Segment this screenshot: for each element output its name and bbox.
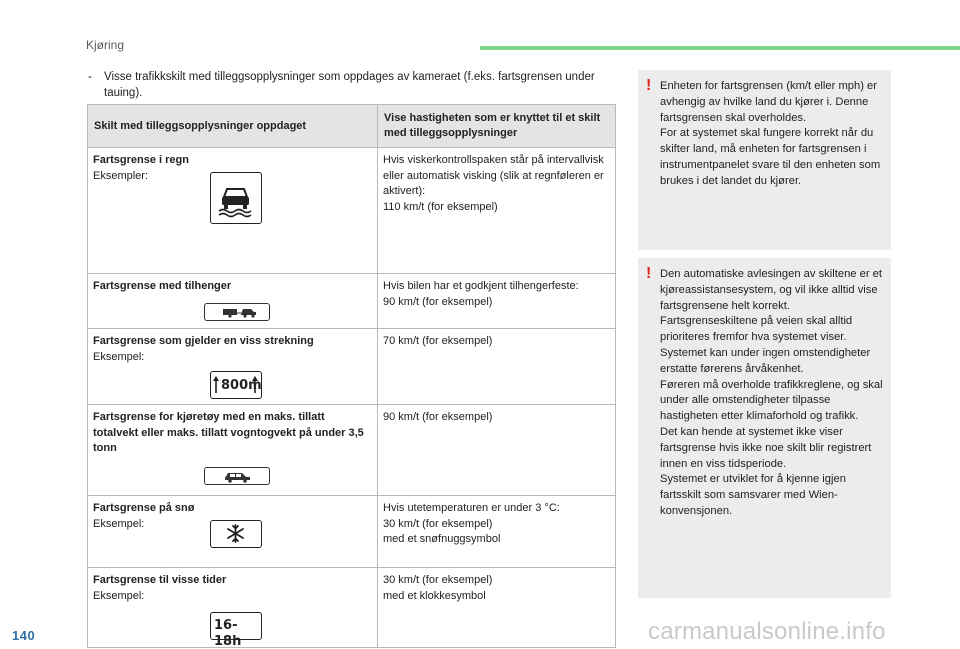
warning-note-units bbox=[638, 70, 891, 250]
table-row bbox=[88, 329, 616, 405]
table-header-row bbox=[88, 105, 616, 148]
row-speed-text: Hvis bilen har et godkjent tilhengerfeste: 90 km/t (for eksempel) bbox=[383, 280, 579, 308]
table-cell-sign bbox=[88, 568, 378, 648]
table-row bbox=[88, 274, 616, 329]
row-title: Fartsgrense i regn bbox=[93, 154, 189, 166]
time-period-icon bbox=[210, 612, 262, 649]
snowflake-icon bbox=[210, 520, 262, 548]
row-title: Fartsgrense for kjøretøy med en maks. tillatt totalvekt eller maks. tillatt vogntogvekt på under 3,5 tonn bbox=[93, 411, 364, 454]
table-cell-speed bbox=[378, 329, 616, 405]
row-speed-text: 30 km/t (for eksempel) med et klokkesymbol bbox=[383, 574, 493, 602]
warning-exclamation-icon: ! bbox=[646, 265, 652, 282]
table-row bbox=[88, 405, 616, 496]
row-title: Fartsgrense på snø bbox=[93, 502, 195, 514]
table-cell-speed bbox=[378, 568, 616, 648]
warning-note-reliability bbox=[638, 258, 891, 598]
row-example-label: Eksempel: bbox=[93, 589, 145, 602]
passenger-car-icon bbox=[204, 467, 270, 485]
col-header-display: Vise hastigheten som er knyttet til et skilt med tilleggsopplysninger bbox=[378, 105, 616, 148]
note-text: Den automatiske avlesingen av skiltene er et kjøreassistansesystem, og vil ikke alltid vise fartsgrensene helt korrekt. Fartsgrenseskiltene på veien skal alltid prioriteres fremfor hva systemet viser. Systemet kan under ingen omstendigheter erstatte førerens årvåkenhet. Føreren må overholde trafikkreglene, og skal under alle omstendigheter tilpasse hastigheten etter klimaforhold og trafikk. Det kan hende at systemet ikke viser fartsgrense hvis ikke noe skilt blir registrert innen en viss tidsperiode. Systemet er utviklet for å kjenne igjen fartsskilt som samsvarer med Wien-konvensjonen. bbox=[660, 268, 883, 517]
distance-arrows-icon bbox=[210, 371, 262, 399]
watermark-text: carmanualsonline.info bbox=[648, 618, 886, 645]
row-example-label: Eksempel: bbox=[93, 350, 145, 363]
intro-bullet bbox=[88, 69, 608, 101]
distance-label: 800m bbox=[221, 378, 262, 393]
table-cell-sign bbox=[88, 148, 378, 274]
row-speed-text: 90 km/t (for eksempel) bbox=[383, 411, 493, 423]
table-cell-speed bbox=[378, 148, 616, 274]
note-text: Enheten for fartsgrensen (km/t eller mph) er avhengig av hvilke land du kjører i. Denne fartsgrensen skal overholdes. For at systemet skal fungere korrekt når du skifter land, må enheten for fartsgrensen i instrumentpanelet svare til den enheten som brukes i det landet du kjører. bbox=[660, 80, 881, 187]
table-cell-speed bbox=[378, 405, 616, 496]
page-number: 140 bbox=[12, 628, 36, 643]
intro-text: Visse trafikkskilt med tilleggsopplysninger som oppdages av kameraet (f.eks. fartsgrensen under tauing). bbox=[104, 71, 595, 99]
row-example-label: Eksempler: bbox=[93, 169, 149, 182]
bullet-dash: - bbox=[88, 71, 92, 83]
section-title: Kjøring bbox=[86, 38, 125, 52]
row-title: Fartsgrense med tilhenger bbox=[93, 280, 232, 292]
row-title: Fartsgrense til visse tider bbox=[93, 574, 227, 586]
row-title: Fartsgrense som gjelder en viss strekning bbox=[93, 335, 314, 347]
signs-table bbox=[87, 104, 616, 648]
warning-exclamation-icon: ! bbox=[646, 77, 652, 94]
car-on-wet-road-icon bbox=[210, 172, 262, 224]
row-speed-text: Hvis viskerkontrollspaken står på intervallvisk eller automatisk visking (slik at regnføleren er aktivert): 110 km/t (for eksempel) bbox=[383, 154, 604, 213]
col-header-detected: Skilt med tilleggsopplysninger oppdaget bbox=[88, 105, 378, 148]
table-cell-sign bbox=[88, 274, 378, 329]
table-cell-speed bbox=[378, 274, 616, 329]
row-speed-text: Hvis utetemperaturen er under 3 °C: 30 km/t (for eksempel) med et snøfnuggsymbol bbox=[383, 502, 560, 545]
table-cell-sign bbox=[88, 329, 378, 405]
table-cell-sign bbox=[88, 405, 378, 496]
table-row bbox=[88, 568, 616, 648]
time-period-label: 16-18h bbox=[214, 618, 242, 649]
row-example-label: Eksempel: bbox=[93, 517, 145, 530]
table-cell-speed bbox=[378, 496, 616, 568]
row-speed-text: 70 km/t (for eksempel) bbox=[383, 335, 493, 347]
table-cell-sign bbox=[88, 496, 378, 568]
table-row bbox=[88, 148, 616, 274]
table-row bbox=[88, 496, 616, 568]
header-accent-bar bbox=[480, 46, 960, 50]
car-with-trailer-icon bbox=[204, 303, 270, 321]
